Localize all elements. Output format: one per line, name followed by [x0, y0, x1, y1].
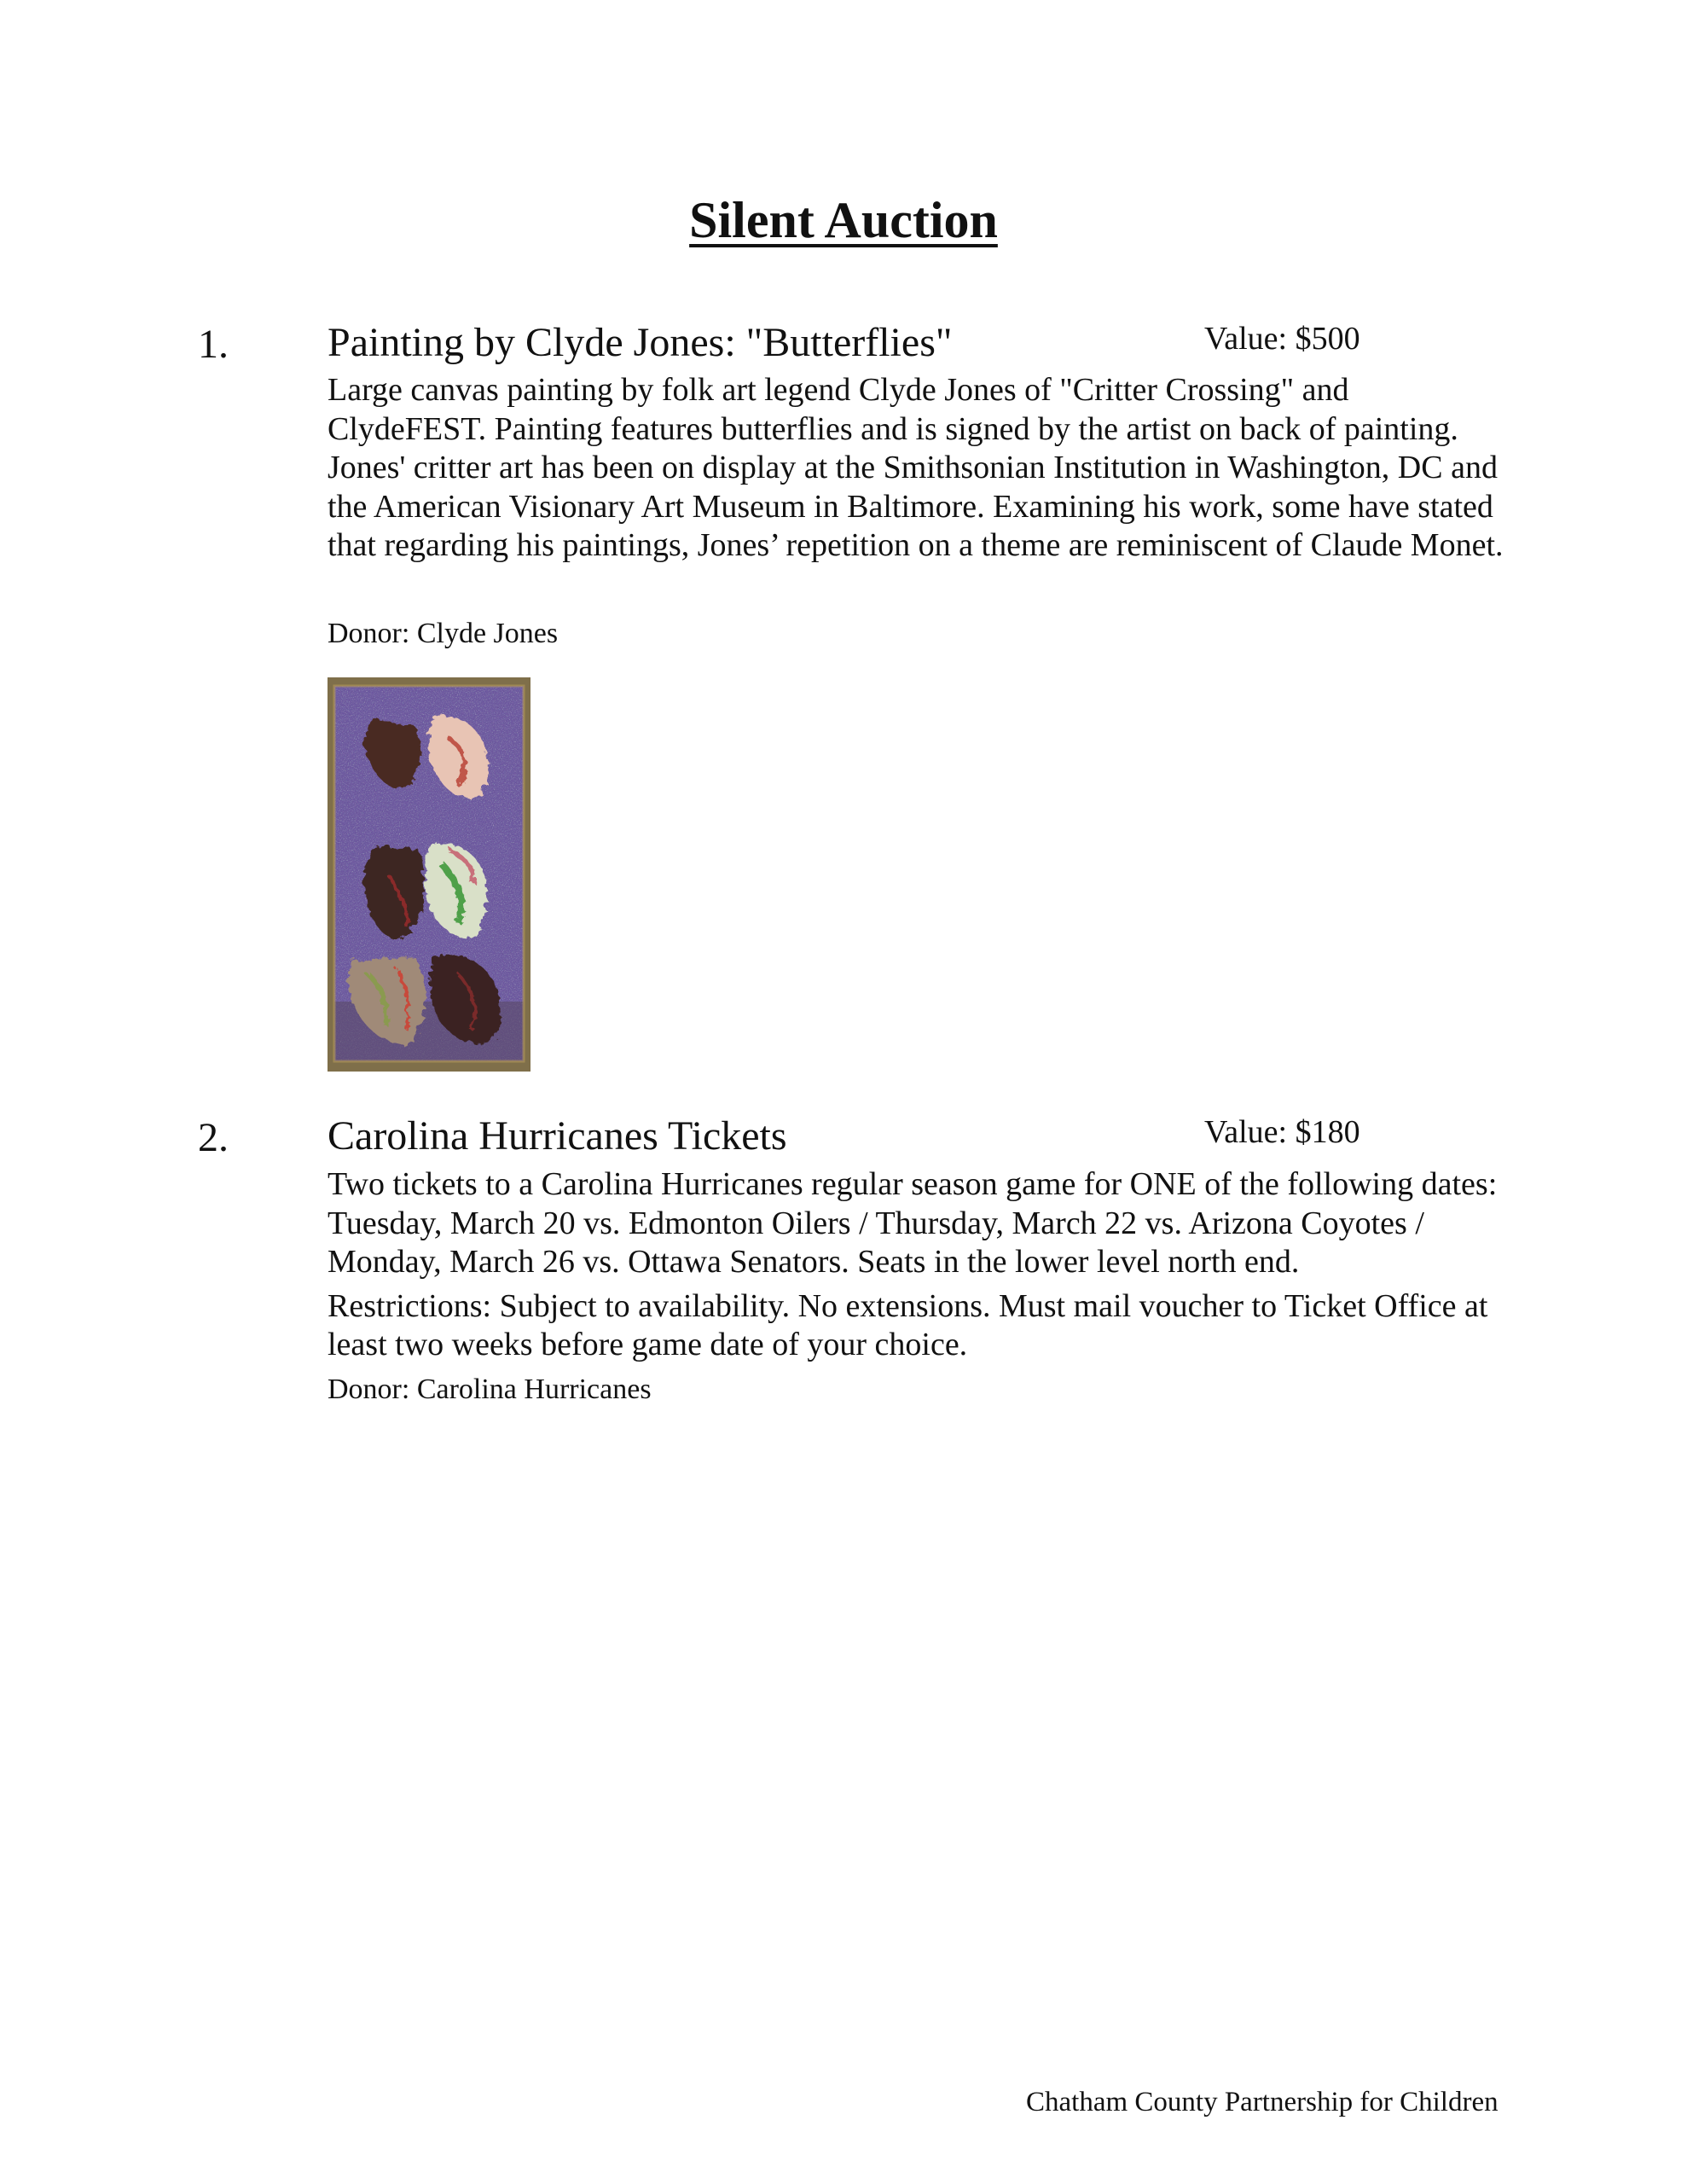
item-description [328, 371, 1504, 566]
item-donor: Donor: Carolina Hurricanes [328, 1374, 652, 1405]
page-footer: Chatham County Partnership for Children [1026, 2087, 1499, 2117]
description-text: Two tickets to a Carolina Hurricanes regular season game for ONE of the following dates: Tuesday, March 20 vs. Edmonton Oilers / Thursday, March 22 vs. Arizona Coyotes / Monday, March 26 vs. Ottawa Senators. Seats in the lower level north end. [328, 1166, 1498, 1280]
page-title: Silent Auction [689, 192, 998, 248]
butterflies-painting-image [328, 677, 530, 1072]
item-number: 2. [198, 1115, 229, 1160]
item-title: Painting by Clyde Jones: "Butterflies" [328, 320, 953, 365]
restrictions-text: Restrictions: Subject to availability. No extensions. Must mail voucher to Ticket Office at least two weeks before game date of your choice. [328, 1287, 1488, 1362]
item-title: Carolina Hurricanes Tickets [328, 1113, 787, 1159]
item-donor: Donor: Clyde Jones [328, 618, 559, 649]
item-description [328, 1165, 1504, 1365]
item-value: Value: $500 [1204, 321, 1360, 357]
item-value: Value: $180 [1204, 1114, 1360, 1150]
description-text: Large canvas painting by folk art legend Clyde Jones of "Critter Crossing" and ClydeFEST. Painting features butterflies and is signed by the artist on back of painting. Jones' critter art has been on display at the Smithsonian Institution in Washington, DC and the American Visionary Art Museum in Baltimore. Examining his work, some have stated that regarding his paintings, Jones’ repetition on a theme are reminiscent of Claude Monet. [328, 372, 1504, 563]
item-number: 1. [198, 322, 229, 367]
